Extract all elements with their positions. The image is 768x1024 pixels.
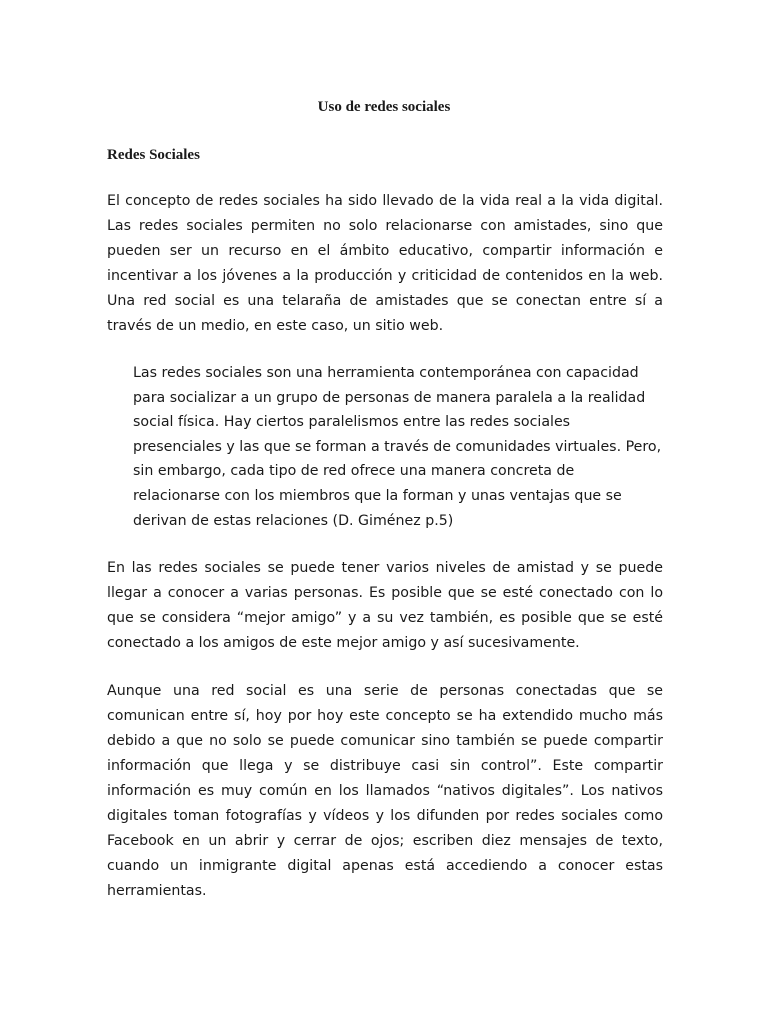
section-heading: Redes Sociales — [107, 147, 200, 163]
block-quote: Las redes sociales son una herramienta contemporánea con capacidad para socializar a un grupo de personas de manera paralela a la realidad social física. Hay ciertos paralelismos entre las redes sociales presenciales y las que se forman a través de comunidades virtuales. Pero, sin embargo, cada tipo de red ofrece una manera concreta de relacionarse con los miembros que la forman y unas ventajas que se derivan de estas relaciones (D. Giménez p.5) — [133, 365, 662, 529]
paragraph-digital-natives: Aunque una red social es una serie de personas conectadas que se comunican entre sí, hoy por hoy este concepto se ha extendido mucho más debido a que no solo se puede comunicar sino también se puede compartir información que llega y se distribuye casi sin control”. Este compartir información es muy común en los llamados “nativos digitales”. Los nativos digitales toman fotografías y vídeos y los difunden por redes sociales como Facebook en un abrir y cerrar de ojos; escriben diez mensajes de texto, cuando un inmigrante digital apenas está accediendo a conocer estas herramientas. — [107, 683, 663, 899]
document-title: Uso de redes sociales — [317, 99, 451, 115]
paragraph-intro: El concepto de redes sociales ha sido llevado de la vida real a la vida digital. Las redes sociales permiten no solo relacionarse con amistades, sino que pueden ser un recurso en el ámbito educativo, compartir información e incentivar a los jóvenes a la producción y criticidad de contenidos en la web. Una red social es una telaraña de amistades que se conectan entre sí a través de un medio, en este caso, un sitio web. — [107, 193, 663, 334]
paragraph-friendship-levels: En las redes sociales se puede tener varios niveles de amistad y se puede llegar a conocer a varias personas. Es posible que se esté conectado con lo que se considera “mejor amigo” y a su vez también, es posible que se esté conectado a los amigos de este mejor amigo y así sucesivamente. — [107, 560, 663, 651]
